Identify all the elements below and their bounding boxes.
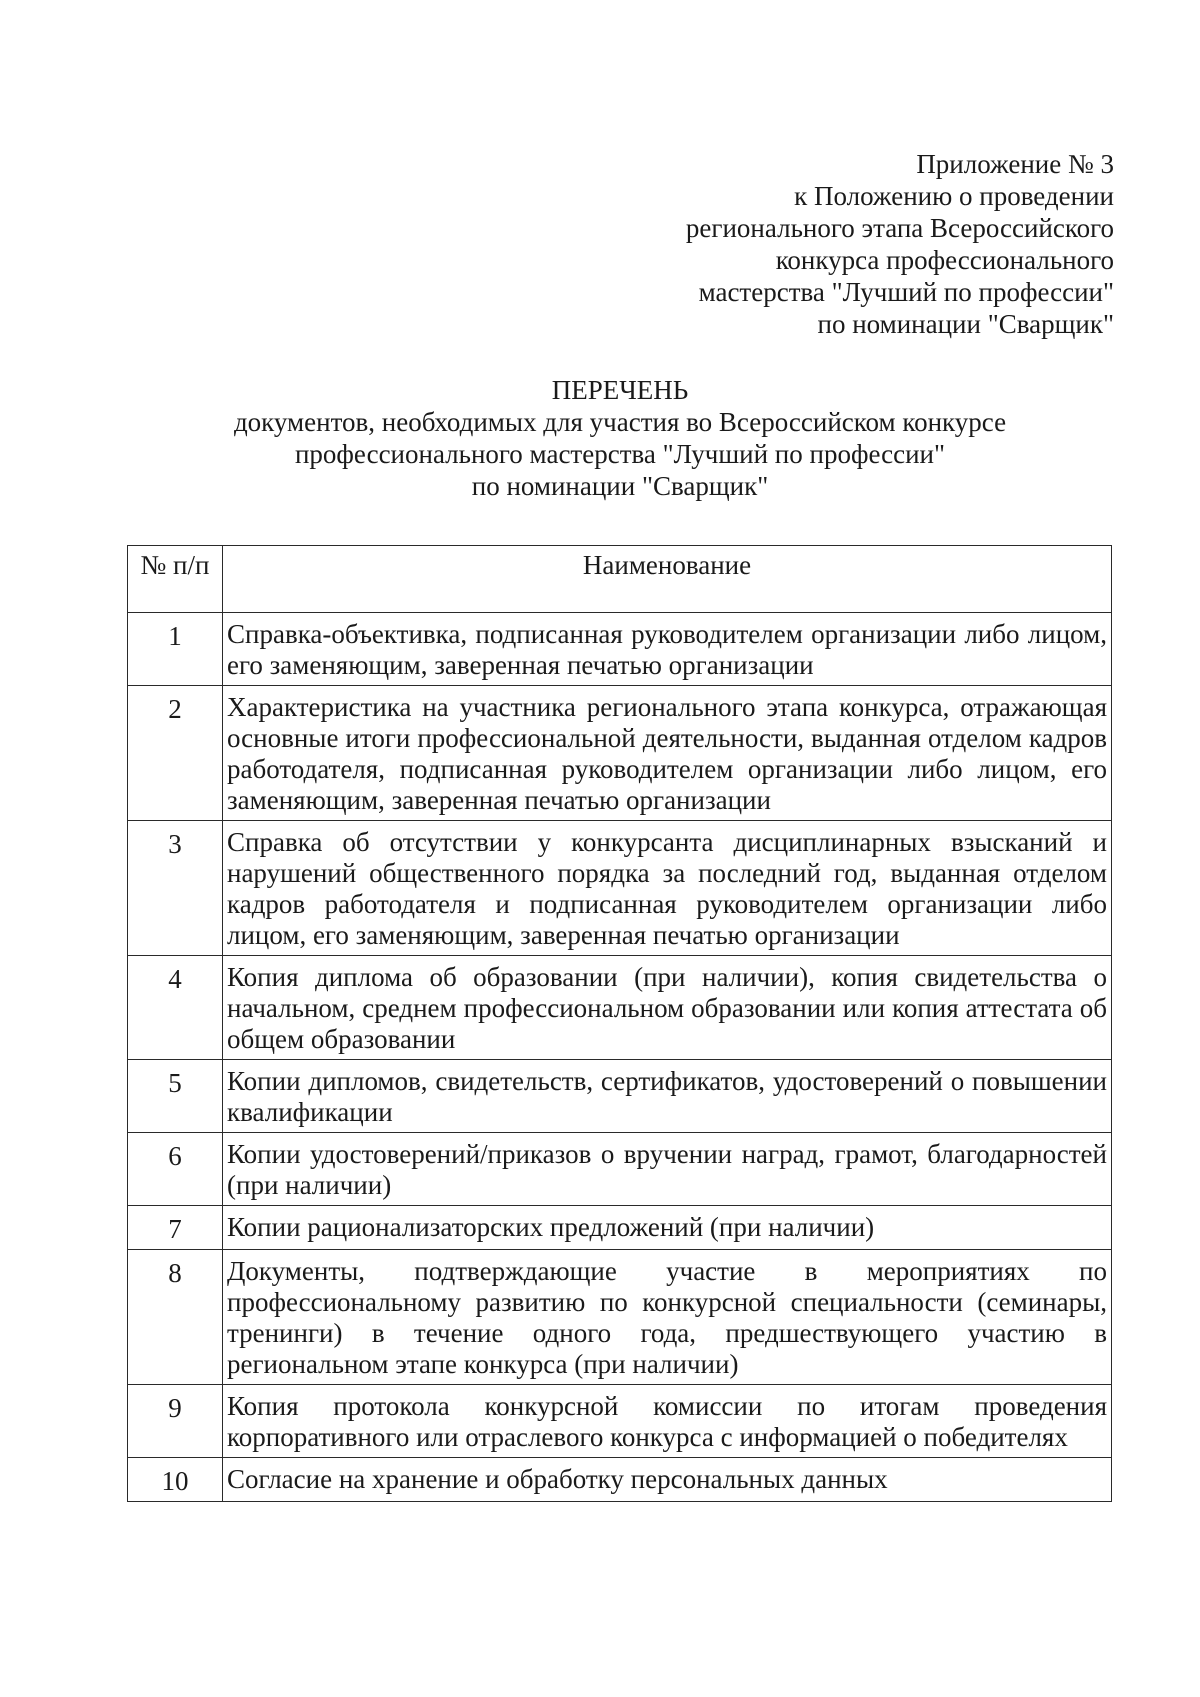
heading-line: документов, необходимых для участия во Всероссийском конкурсе (233, 407, 1007, 437)
table-row (128, 1206, 1112, 1250)
table-row (128, 821, 1112, 956)
row-name: Копия протокола конкурсной комиссии по итогам проведения корпоративного или отраслевого конкурса с информацией о победителях (223, 1385, 1112, 1458)
appendix-line: Приложение № 3 (916, 149, 1114, 179)
row-name: Копии удостоверений/приказов о вручении наград, грамот, благодарностей (при наличии) (223, 1133, 1112, 1206)
table-row (128, 686, 1112, 821)
table-row (128, 1060, 1112, 1133)
appendix-line: конкурса профессионального (775, 245, 1114, 275)
table-row (128, 1250, 1112, 1385)
document-title: ПЕРЕЧЕНЬ (551, 375, 689, 405)
table-row (128, 613, 1112, 686)
row-number: 5 (128, 1060, 223, 1133)
row-name: Характеристика на участника регионального этапа конкурса, отражающая основные итоги профессиональной деятельности, выданная отделом кадров работодателя, подписанная руководителем организации либо лицом, его заменяющим, заверенная печатью организации (223, 686, 1112, 821)
heading-line: профессионального мастерства "Лучший по профессии" (294, 439, 945, 469)
row-name: Копии дипломов, свидетельств, сертификатов, удостоверений о повышении квалификации (223, 1060, 1112, 1133)
table-row (128, 956, 1112, 1060)
row-number: 6 (128, 1133, 223, 1206)
row-name: Копия диплома об образовании (при наличии), копия свидетельства о начальном, среднем профессиональном образовании или копия аттестата об общем образовании (223, 956, 1112, 1060)
appendix-line: по номинации "Сварщик" (817, 309, 1114, 339)
appendix-block (554, 148, 1114, 340)
row-number: 1 (128, 613, 223, 686)
document-heading (130, 374, 1110, 502)
row-number: 10 (128, 1458, 223, 1502)
appendix-line: регионального этапа Всероссийского (685, 213, 1114, 243)
column-header-number: № п/п (128, 546, 223, 613)
row-name: Согласие на хранение и обработку персональных данных (223, 1458, 1112, 1502)
heading-line: по номинации "Сварщик" (471, 471, 769, 501)
row-number: 7 (128, 1206, 223, 1250)
row-number: 8 (128, 1250, 223, 1385)
documents-table (127, 545, 1112, 1502)
row-name: Справка-объективка, подписанная руководителем организации либо лицом, его заменяющим, заверенная печатью организации (223, 613, 1112, 686)
column-header-name: Наименование (223, 546, 1112, 613)
row-name: Справка об отсутствии у конкурсанта дисциплинарных взысканий и нарушений общественного порядка за последний год, выданная отделом кадров работодателя и подписанная руководителем организации либо лицом, его заменяющим, заверенная печатью организации (223, 821, 1112, 956)
row-number: 2 (128, 686, 223, 821)
table-row (128, 1458, 1112, 1502)
row-number: 4 (128, 956, 223, 1060)
row-number: 3 (128, 821, 223, 956)
row-name: Копии рационализаторских предложений (при наличии) (223, 1206, 1112, 1250)
appendix-line: мастерства "Лучший по профессии" (698, 277, 1114, 307)
appendix-line: к Положению о проведении (794, 181, 1114, 211)
table-row (128, 1385, 1112, 1458)
table-row (128, 1133, 1112, 1206)
table-header-row (128, 546, 1112, 613)
row-name: Документы, подтверждающие участие в мероприятиях по профессиональному развитию по конкурсной специальности (семинары, тренинги) в течение одного года, предшествующего участию в региональном этапе конкурса (при наличии) (223, 1250, 1112, 1385)
row-number: 9 (128, 1385, 223, 1458)
